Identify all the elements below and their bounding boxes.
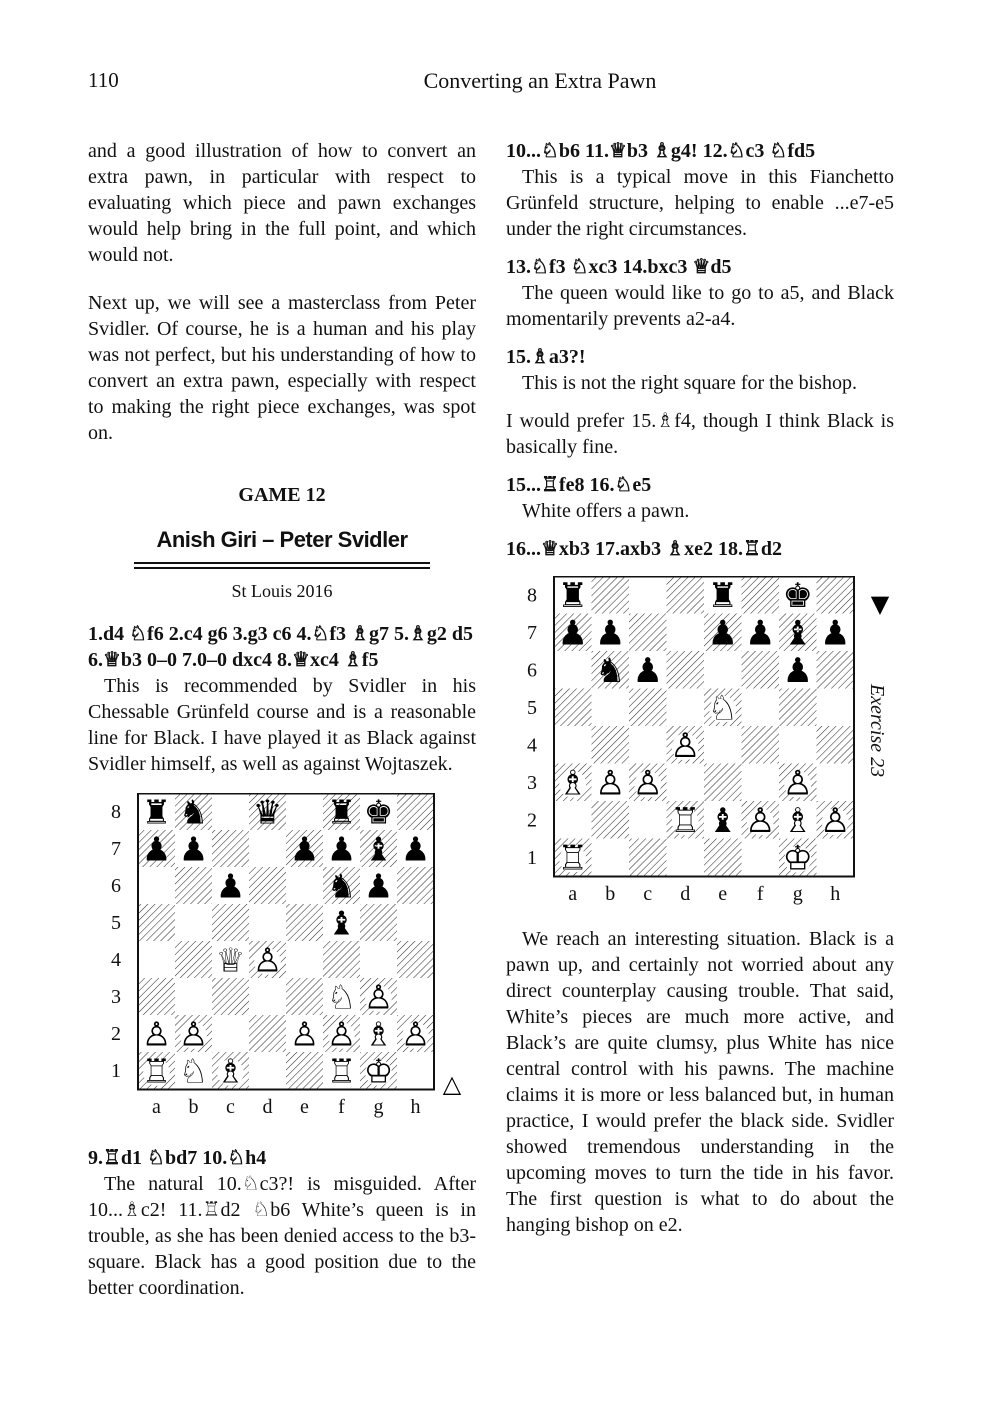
file-label: e <box>718 883 728 905</box>
rank-label: 4 <box>527 734 537 757</box>
square-a6 <box>138 867 175 904</box>
square-h6 <box>817 651 855 689</box>
square-g5 <box>779 689 817 727</box>
white-bishop-c1 <box>216 1052 246 1091</box>
black-pawn-c6 <box>216 867 246 906</box>
comment-7: White offers a pawn. <box>522 500 690 522</box>
file-label: a <box>152 1096 161 1118</box>
square-a5 <box>138 904 175 941</box>
svg-text:♗: ♗ <box>782 801 813 842</box>
black-pawn-h7 <box>820 614 850 654</box>
exercise-label: Exercise 23 <box>866 684 888 778</box>
svg-text:♙: ♙ <box>632 763 663 804</box>
white-pawn-g3 <box>364 978 394 1017</box>
svg-text:♙: ♙ <box>595 763 626 804</box>
moves-2: 9.♖d1 ♘bd7 10.♘h4 <box>88 1147 267 1169</box>
rank-label: 1 <box>111 1060 121 1083</box>
square-c2 <box>212 1015 249 1052</box>
square-b1 <box>592 839 630 877</box>
rank-label: 3 <box>111 986 121 1009</box>
square-c8 <box>212 793 249 830</box>
white-rook-a1 <box>558 839 588 879</box>
comment-3: This is a typical move in this Fianchetto Grünfeld structure, helping to enable ...e7-e5 under the right circumstances. <box>506 166 894 240</box>
black-bishop-g7 <box>783 614 813 654</box>
square-d5 <box>249 904 286 941</box>
rank-label: 5 <box>111 912 121 935</box>
rank-label: 1 <box>527 847 537 869</box>
svg-text:♝: ♝ <box>326 903 357 943</box>
svg-text:♟: ♟ <box>141 829 172 869</box>
white-queen-c4 <box>216 941 246 980</box>
white-king-g1 <box>783 839 813 879</box>
square-e5 <box>286 904 323 941</box>
black-pawn-b7 <box>595 614 625 654</box>
square-c3 <box>212 978 249 1015</box>
comment-6: I would prefer 15.♗f4, though I think Black is basically fine. <box>506 410 894 458</box>
svg-text:♕: ♕ <box>215 940 246 980</box>
black-knight-b8 <box>179 793 209 832</box>
white-pawn-e2 <box>290 1015 320 1054</box>
svg-text:♗: ♗ <box>557 763 588 804</box>
white-knight-f3 <box>327 978 357 1017</box>
intro-paragraph: and a good illustration of how to convert an extra pawn, in particular with respect to evaluating which piece and pawn exchanges would help bring in the full point, and which would not. <box>88 140 476 266</box>
svg-text:♟: ♟ <box>178 829 209 869</box>
svg-text:♝: ♝ <box>363 829 394 869</box>
chess-diagram-2 <box>512 576 894 926</box>
white-pawn-g3 <box>783 764 813 804</box>
comment-2: The natural 10.♘c3?! is misguided. After 10...♗c2! 11.♖d2 ♘b6 White’s queen is in trouble, as she has been denied access to the b3-square. Black has a good position due to the better coordination. <box>88 1173 476 1299</box>
file-label: f <box>756 883 764 905</box>
black-queen-d8 <box>253 793 283 832</box>
svg-text:♟: ♟ <box>782 651 813 692</box>
white-knight-e5 <box>708 689 738 729</box>
square-d6 <box>667 651 705 689</box>
file-label: e <box>300 1096 309 1118</box>
svg-text:♙: ♙ <box>326 1014 357 1054</box>
svg-text:♟: ♟ <box>632 651 663 692</box>
svg-text:♖: ♖ <box>141 1051 172 1091</box>
white-pawn-d4 <box>253 941 283 980</box>
black-pawn-h7 <box>401 830 431 869</box>
black-pawn-e7 <box>290 830 320 869</box>
square-a4 <box>554 726 592 764</box>
moves-4: 13.♘f3 ♘xc3 14.bxc3 ♕d5 <box>506 256 732 278</box>
rank-label: 6 <box>111 875 121 898</box>
black-king-g8 <box>364 793 394 832</box>
square-d3 <box>249 978 286 1015</box>
file-label: h <box>830 883 841 905</box>
square-a5 <box>554 689 592 727</box>
white-pawn-b2 <box>179 1015 209 1054</box>
square-f8 <box>742 576 780 614</box>
white-pawn-d4 <box>670 726 700 766</box>
square-h8 <box>397 793 434 830</box>
svg-text:♗: ♗ <box>363 1014 394 1054</box>
rank-label: 6 <box>527 659 537 682</box>
square-a3 <box>138 978 175 1015</box>
svg-text:♟: ♟ <box>326 829 357 869</box>
svg-text:♟: ♟ <box>820 613 851 654</box>
square-b2 <box>592 801 630 839</box>
svg-text:♚: ♚ <box>782 576 813 617</box>
white-rook-f1 <box>327 1052 357 1091</box>
running-head: Converting an Extra Pawn <box>423 68 657 93</box>
white-king-g1 <box>364 1052 394 1091</box>
white-pawn-c3 <box>633 764 663 804</box>
svg-text:♖: ♖ <box>326 1051 357 1091</box>
square-c7 <box>212 830 249 867</box>
moves-7: 16...♕xb3 17.axb3 ♗xe2 18.♖d2 <box>506 538 783 560</box>
svg-text:♝: ♝ <box>782 613 813 654</box>
square-c5 <box>212 904 249 941</box>
svg-text:♟: ♟ <box>745 613 776 654</box>
board-svg-1 <box>96 793 468 1143</box>
white-rook-d2 <box>670 801 700 841</box>
square-b5 <box>592 689 630 727</box>
svg-text:♙: ♙ <box>289 1014 320 1054</box>
file-label: b <box>605 883 616 905</box>
svg-text:♟: ♟ <box>363 866 394 906</box>
event-line: St Louis 2016 <box>231 581 333 601</box>
next-paragraph: Next up, we will see a masterclass from Peter Svidler. Of course, he is a human and his play was not perfect, but his understanding of how to convert an extra pawn, especially with respect to making the right piece exchanges, was spot on. <box>88 292 476 444</box>
black-pawn-f7 <box>327 830 357 869</box>
square-f1 <box>742 839 780 877</box>
svg-text:♙: ♙ <box>670 726 701 767</box>
square-e6 <box>286 867 323 904</box>
square-c4 <box>629 726 667 764</box>
black-bishop-f5 <box>327 904 357 943</box>
black-pawn-f7 <box>745 614 775 654</box>
square-h5 <box>817 689 855 727</box>
black-pawn-g6 <box>783 651 813 691</box>
square-c1 <box>629 839 667 877</box>
square-f4 <box>742 726 780 764</box>
square-e8 <box>286 793 323 830</box>
black-pawn-b7 <box>179 830 209 869</box>
svg-text:♛: ♛ <box>252 793 283 832</box>
square-c7 <box>629 614 667 652</box>
svg-text:♟: ♟ <box>595 613 626 654</box>
svg-text:♚: ♚ <box>363 793 394 832</box>
square-d1 <box>667 839 705 877</box>
players-heading: Anish Giri – Peter Svidler <box>156 527 408 552</box>
square-h6 <box>397 867 434 904</box>
moves-6: 15...♖fe8 16.♘e5 <box>506 474 652 496</box>
square-d7 <box>249 830 286 867</box>
file-label: d <box>680 883 691 905</box>
black-to-move-icon: ▼ <box>870 590 890 618</box>
square-c8 <box>629 576 667 614</box>
svg-text:♜: ♜ <box>326 793 357 832</box>
moves-3: 10...♘b6 11.♕b3 ♗g4! 12.♘c3 ♘fd5 <box>506 140 816 162</box>
svg-text:♟: ♟ <box>215 866 246 906</box>
square-f5 <box>742 689 780 727</box>
square-h5 <box>397 904 434 941</box>
file-label: c <box>226 1096 235 1118</box>
square-e1 <box>704 839 742 877</box>
square-b4 <box>175 941 212 978</box>
rank-label: 7 <box>527 622 537 644</box>
square-h1 <box>817 839 855 877</box>
white-pawn-b3 <box>595 764 625 804</box>
black-rook-f8 <box>327 793 357 832</box>
rank-label: 5 <box>527 697 537 719</box>
square-g5 <box>360 904 397 941</box>
left-column <box>88 138 476 1301</box>
rank-label: 8 <box>111 801 121 824</box>
black-rook-a8 <box>558 576 588 616</box>
black-knight-b6 <box>595 651 625 691</box>
square-e3 <box>286 978 323 1015</box>
svg-text:♙: ♙ <box>400 1014 431 1054</box>
file-label: c <box>643 883 653 905</box>
black-king-g8 <box>783 576 813 616</box>
white-bishop-g2 <box>783 801 813 841</box>
white-knight-b1 <box>179 1052 209 1091</box>
file-label: f <box>338 1096 345 1118</box>
square-d8 <box>667 576 705 614</box>
svg-text:♘: ♘ <box>178 1051 209 1091</box>
svg-text:♟: ♟ <box>400 829 431 869</box>
rank-label: 8 <box>527 584 537 607</box>
square-g4 <box>360 941 397 978</box>
square-e3 <box>704 764 742 802</box>
square-a2 <box>554 801 592 839</box>
rank-label: 2 <box>527 809 537 832</box>
square-e1 <box>286 1052 323 1089</box>
file-label: a <box>568 883 578 905</box>
black-rook-a8 <box>142 793 172 832</box>
square-h4 <box>817 726 855 764</box>
square-d5 <box>667 689 705 727</box>
square-e4 <box>704 726 742 764</box>
svg-text:♔: ♔ <box>782 838 813 879</box>
black-bishop-g7 <box>364 830 394 869</box>
svg-text:♘: ♘ <box>707 688 738 729</box>
square-h4 <box>397 941 434 978</box>
square-c5 <box>629 689 667 727</box>
rank-label: 3 <box>527 772 537 794</box>
black-rook-e8 <box>708 576 738 616</box>
svg-text:♟: ♟ <box>557 613 588 654</box>
black-pawn-a7 <box>142 830 172 869</box>
file-label: h <box>410 1096 421 1118</box>
comment-8: We reach an interesting situation. Black is a pawn up, and certainly not worried about any direct counterplay causing trouble. That said, White’s pieces are much more active, and Black’s are quite clumsy, plus White has nice central control with his pawns. The machine claims it is more or less balanced but, in human practice, I would prefer the black side. Svidler showed tremendous understanding in the upcoming moves to turn the tide in his favor. The first question is what to do about the hanging bishop on e2. <box>506 928 894 1236</box>
svg-text:♔: ♔ <box>363 1051 394 1091</box>
svg-text:♞: ♞ <box>326 866 357 906</box>
white-rook-a1 <box>142 1052 172 1091</box>
square-h1 <box>397 1052 434 1089</box>
square-a6 <box>554 651 592 689</box>
svg-text:♟: ♟ <box>289 829 320 869</box>
square-f3 <box>742 764 780 802</box>
square-b6 <box>175 867 212 904</box>
white-pawn-f2 <box>745 801 775 841</box>
black-pawn-e7 <box>708 614 738 654</box>
square-h3 <box>817 764 855 802</box>
file-label: b <box>188 1096 199 1118</box>
square-f4 <box>323 941 360 978</box>
comment-1: This is recommended by Svidler in his Chessable Grünfeld course and is a reasonable line for Black. I have played it as Black against Svidler himself, as well as against Wojtaszek. <box>88 675 476 775</box>
svg-text:♙: ♙ <box>745 801 776 842</box>
svg-text:♖: ♖ <box>557 838 588 879</box>
square-b5 <box>175 904 212 941</box>
white-to-move-icon: △ <box>442 1070 462 1098</box>
white-pawn-f2 <box>327 1015 357 1054</box>
file-label: d <box>262 1096 273 1118</box>
square-b8 <box>592 576 630 614</box>
svg-text:♜: ♜ <box>707 576 738 617</box>
rank-label: 4 <box>111 949 121 972</box>
square-d6 <box>249 867 286 904</box>
file-label: g <box>373 1096 384 1118</box>
square-h8 <box>817 576 855 614</box>
page-number: 110 <box>88 68 119 92</box>
svg-text:♙: ♙ <box>820 801 851 842</box>
moves-5: 15.♗a3?! <box>506 346 586 368</box>
right-column <box>506 138 894 1238</box>
square-e6 <box>704 651 742 689</box>
square-b4 <box>592 726 630 764</box>
svg-text:♙: ♙ <box>782 763 813 804</box>
square-h3 <box>397 978 434 1015</box>
square-g4 <box>779 726 817 764</box>
svg-text:♙: ♙ <box>252 940 283 980</box>
black-bishop-e2 <box>708 801 738 841</box>
svg-text:♞: ♞ <box>595 651 626 692</box>
moves-1: 1.d4 ♘f6 2.c4 g6 3.g3 c6 4.♘f3 ♗g7 5.♗g2 d5 6.♕b3 0–0 7.0–0 dxc4 8.♕xc4 ♗f5 <box>88 623 474 671</box>
black-pawn-g6 <box>364 867 394 906</box>
svg-text:♜: ♜ <box>141 793 172 832</box>
comment-4: The queen would like to go to a5, and Black momentarily prevents a2-a4. <box>506 282 894 330</box>
black-pawn-a7 <box>558 614 588 654</box>
black-knight-f6 <box>327 867 357 906</box>
rank-label: 7 <box>111 838 121 861</box>
svg-text:♝: ♝ <box>707 801 738 842</box>
square-d1 <box>249 1052 286 1089</box>
game-label: GAME 12 <box>238 484 326 506</box>
white-pawn-a2 <box>142 1015 172 1054</box>
square-e4 <box>286 941 323 978</box>
white-pawn-h2 <box>401 1015 431 1054</box>
white-pawn-h2 <box>820 801 850 841</box>
board-svg-2 <box>512 576 894 916</box>
square-c2 <box>629 801 667 839</box>
white-bishop-g2 <box>364 1015 394 1054</box>
black-pawn-c6 <box>633 651 663 691</box>
svg-text:♖: ♖ <box>670 801 701 842</box>
svg-text:♘: ♘ <box>326 977 357 1017</box>
square-f6 <box>742 651 780 689</box>
double-rule <box>134 562 430 569</box>
square-d2 <box>249 1015 286 1052</box>
svg-text:♙: ♙ <box>178 1014 209 1054</box>
chess-diagram-1 <box>96 793 476 1143</box>
svg-text:♗: ♗ <box>215 1051 246 1091</box>
white-bishop-a3 <box>558 764 588 804</box>
square-a4 <box>138 941 175 978</box>
comment-5: This is not the right square for the bishop. <box>522 372 857 394</box>
square-d7 <box>667 614 705 652</box>
svg-text:♜: ♜ <box>557 576 588 617</box>
square-b3 <box>175 978 212 1015</box>
svg-text:♙: ♙ <box>141 1014 172 1054</box>
svg-text:♙: ♙ <box>363 977 394 1017</box>
svg-text:♞: ♞ <box>178 793 209 832</box>
svg-text:♟: ♟ <box>707 613 738 654</box>
square-d3 <box>667 764 705 802</box>
rank-label: 2 <box>111 1023 121 1046</box>
file-label: g <box>792 883 803 905</box>
